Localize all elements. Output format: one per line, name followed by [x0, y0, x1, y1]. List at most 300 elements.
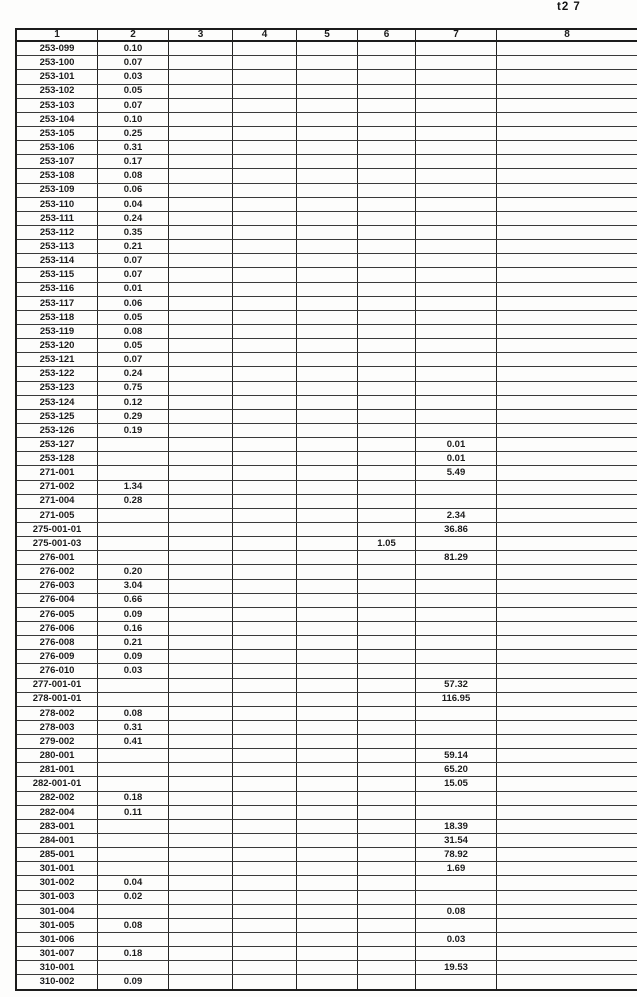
value-cell — [497, 395, 637, 409]
table-row — [16, 692, 637, 706]
row-id-cell: 281-001 — [16, 763, 98, 777]
value-cell — [358, 367, 416, 381]
value-cell — [169, 70, 233, 84]
value-cell: 0.09 — [98, 650, 169, 664]
table-row — [16, 933, 637, 947]
table-row — [16, 112, 637, 126]
table-row — [16, 423, 637, 437]
value-cell — [497, 706, 637, 720]
value-cell: 0.35 — [98, 226, 169, 240]
value-cell: 0.16 — [98, 621, 169, 635]
column-header: 4 — [233, 29, 297, 41]
row-id-cell: 253-105 — [16, 127, 98, 141]
value-cell — [233, 438, 297, 452]
value-cell — [297, 409, 358, 423]
value-cell — [98, 961, 169, 975]
value-cell — [297, 452, 358, 466]
value-cell — [497, 763, 637, 777]
value-cell — [358, 749, 416, 763]
value-cell: 0.17 — [98, 155, 169, 169]
value-cell — [233, 169, 297, 183]
table-row — [16, 735, 637, 749]
value-cell — [416, 621, 497, 635]
value-cell — [297, 395, 358, 409]
table-row — [16, 339, 637, 353]
table-row — [16, 522, 637, 536]
value-cell: 0.18 — [98, 947, 169, 961]
value-cell — [497, 41, 637, 56]
value-cell — [497, 975, 637, 990]
table-header — [16, 29, 637, 41]
value-cell — [169, 621, 233, 635]
table-row — [16, 961, 637, 975]
value-cell: 0.08 — [98, 918, 169, 932]
value-cell: 0.05 — [98, 339, 169, 353]
value-cell — [169, 41, 233, 56]
value-cell — [233, 678, 297, 692]
value-cell — [297, 975, 358, 990]
row-id-cell: 253-119 — [16, 324, 98, 338]
row-id-cell: 253-102 — [16, 84, 98, 98]
row-id-cell: 276-008 — [16, 636, 98, 650]
value-cell — [297, 480, 358, 494]
value-cell — [169, 579, 233, 593]
value-cell — [169, 226, 233, 240]
value-cell — [169, 508, 233, 522]
value-cell: 0.10 — [98, 41, 169, 56]
value-cell — [297, 791, 358, 805]
value-cell — [416, 876, 497, 890]
value-cell — [169, 918, 233, 932]
value-cell: 0.11 — [98, 805, 169, 819]
value-cell — [233, 607, 297, 621]
value-cell — [497, 353, 637, 367]
value-cell — [416, 310, 497, 324]
table-row — [16, 353, 637, 367]
row-id-cell: 253-099 — [16, 41, 98, 56]
table-row — [16, 904, 637, 918]
value-cell — [297, 127, 358, 141]
table-row — [16, 876, 637, 890]
value-cell — [358, 579, 416, 593]
value-cell: 0.04 — [98, 197, 169, 211]
value-cell — [297, 339, 358, 353]
value-cell — [297, 933, 358, 947]
value-cell — [358, 565, 416, 579]
table-row — [16, 268, 637, 282]
value-cell — [358, 254, 416, 268]
value-cell — [297, 947, 358, 961]
value-cell — [233, 155, 297, 169]
row-id-cell: 253-107 — [16, 155, 98, 169]
value-cell — [358, 41, 416, 56]
value-cell — [233, 834, 297, 848]
value-cell — [497, 438, 637, 452]
value-cell: 0.06 — [98, 296, 169, 310]
row-id-cell: 271-004 — [16, 494, 98, 508]
data-table — [15, 28, 637, 991]
value-cell — [497, 169, 637, 183]
value-cell: 0.29 — [98, 409, 169, 423]
table-row — [16, 819, 637, 833]
table-row — [16, 593, 637, 607]
table-row — [16, 848, 637, 862]
value-cell — [169, 890, 233, 904]
value-cell: 0.28 — [98, 494, 169, 508]
table-row — [16, 636, 637, 650]
table-row — [16, 240, 637, 254]
value-cell — [169, 692, 233, 706]
value-cell — [416, 395, 497, 409]
table-row — [16, 678, 637, 692]
row-id-cell: 276-002 — [16, 565, 98, 579]
value-cell — [297, 918, 358, 932]
value-cell: 0.08 — [98, 324, 169, 338]
value-cell — [169, 438, 233, 452]
value-cell — [497, 890, 637, 904]
row-id-cell: 278-003 — [16, 720, 98, 734]
value-cell — [169, 56, 233, 70]
value-cell — [358, 975, 416, 990]
value-cell — [169, 735, 233, 749]
value-cell — [497, 876, 637, 890]
value-cell — [233, 56, 297, 70]
table-row — [16, 381, 637, 395]
value-cell — [169, 636, 233, 650]
value-cell — [297, 862, 358, 876]
value-cell — [297, 183, 358, 197]
column-header: 7 — [416, 29, 497, 41]
value-cell — [297, 41, 358, 56]
value-cell — [169, 522, 233, 536]
value-cell — [497, 735, 637, 749]
value-cell — [416, 381, 497, 395]
value-cell — [169, 112, 233, 126]
value-cell — [497, 282, 637, 296]
value-cell: 0.06 — [98, 183, 169, 197]
value-cell — [233, 183, 297, 197]
value-cell — [358, 56, 416, 70]
value-cell — [297, 537, 358, 551]
value-cell: 0.05 — [98, 310, 169, 324]
value-cell — [416, 56, 497, 70]
table-row — [16, 508, 637, 522]
value-cell — [169, 169, 233, 183]
row-id-cell: 284-001 — [16, 834, 98, 848]
value-cell — [497, 339, 637, 353]
column-header: 6 — [358, 29, 416, 41]
table-row — [16, 777, 637, 791]
value-cell: 0.18 — [98, 791, 169, 805]
row-id-cell: 271-001 — [16, 466, 98, 480]
row-id-cell: 253-128 — [16, 452, 98, 466]
value-cell — [416, 183, 497, 197]
column-header: 8 — [497, 29, 637, 41]
row-id-cell: 253-100 — [16, 56, 98, 70]
value-cell — [358, 466, 416, 480]
value-cell — [233, 621, 297, 635]
value-cell — [497, 522, 637, 536]
value-cell — [233, 197, 297, 211]
value-cell: 0.21 — [98, 636, 169, 650]
value-cell: 1.34 — [98, 480, 169, 494]
value-cell — [497, 918, 637, 932]
table-row — [16, 862, 637, 876]
value-cell — [497, 240, 637, 254]
value-cell: 0.09 — [98, 607, 169, 621]
row-id-cell: 275-001-03 — [16, 537, 98, 551]
value-cell — [297, 636, 358, 650]
value-cell — [497, 508, 637, 522]
value-cell — [169, 310, 233, 324]
value-cell — [297, 169, 358, 183]
value-cell — [169, 819, 233, 833]
value-cell — [358, 84, 416, 98]
value-cell — [98, 452, 169, 466]
row-id-cell: 278-002 — [16, 706, 98, 720]
value-cell — [358, 551, 416, 565]
value-cell — [416, 607, 497, 621]
value-cell — [358, 862, 416, 876]
row-id-cell: 310-002 — [16, 975, 98, 990]
value-cell: 0.21 — [98, 240, 169, 254]
table-row — [16, 41, 637, 56]
value-cell — [169, 155, 233, 169]
value-cell: 0.24 — [98, 367, 169, 381]
value-cell — [497, 933, 637, 947]
row-id-cell: 275-001-01 — [16, 522, 98, 536]
value-cell: 0.31 — [98, 141, 169, 155]
value-cell — [233, 324, 297, 338]
value-cell — [233, 904, 297, 918]
row-id-cell: 253-114 — [16, 254, 98, 268]
value-cell — [497, 636, 637, 650]
value-cell — [497, 367, 637, 381]
value-cell — [358, 706, 416, 720]
value-cell — [233, 763, 297, 777]
table-row — [16, 720, 637, 734]
value-cell — [169, 211, 233, 225]
value-cell — [497, 961, 637, 975]
value-cell — [297, 749, 358, 763]
value-cell — [358, 423, 416, 437]
value-cell: 0.25 — [98, 127, 169, 141]
value-cell — [297, 706, 358, 720]
value-cell: 0.31 — [98, 720, 169, 734]
value-cell — [297, 593, 358, 607]
value-cell — [497, 848, 637, 862]
value-cell — [358, 947, 416, 961]
value-cell — [297, 551, 358, 565]
value-cell — [297, 381, 358, 395]
value-cell — [98, 862, 169, 876]
value-cell — [169, 678, 233, 692]
table-row — [16, 749, 637, 763]
value-cell — [297, 84, 358, 98]
value-cell — [416, 890, 497, 904]
value-cell — [358, 876, 416, 890]
value-cell — [169, 296, 233, 310]
row-id-cell: 253-101 — [16, 70, 98, 84]
value-cell — [416, 367, 497, 381]
value-cell — [233, 749, 297, 763]
value-cell: 0.19 — [98, 423, 169, 437]
value-cell — [416, 240, 497, 254]
row-id-cell: 253-106 — [16, 141, 98, 155]
value-cell — [169, 367, 233, 381]
value-cell — [233, 522, 297, 536]
row-id-cell: 253-125 — [16, 409, 98, 423]
value-cell — [297, 254, 358, 268]
value-cell — [169, 706, 233, 720]
row-id-cell: 253-127 — [16, 438, 98, 452]
table-row — [16, 791, 637, 805]
value-cell — [497, 551, 637, 565]
row-id-cell: 276-005 — [16, 607, 98, 621]
value-cell — [358, 282, 416, 296]
table-body — [16, 41, 637, 990]
value-cell — [358, 508, 416, 522]
value-cell — [169, 537, 233, 551]
value-cell — [416, 918, 497, 932]
value-cell — [297, 70, 358, 84]
value-cell — [297, 777, 358, 791]
row-id-cell: 282-001-01 — [16, 777, 98, 791]
value-cell — [169, 862, 233, 876]
value-cell — [416, 706, 497, 720]
value-cell — [358, 904, 416, 918]
value-cell — [297, 834, 358, 848]
value-cell — [233, 339, 297, 353]
row-id-cell: 285-001 — [16, 848, 98, 862]
value-cell: 36.86 — [416, 522, 497, 536]
value-cell: 0.02 — [98, 890, 169, 904]
value-cell — [358, 805, 416, 819]
row-id-cell: 271-005 — [16, 508, 98, 522]
value-cell — [416, 169, 497, 183]
value-cell — [233, 353, 297, 367]
row-id-cell: 253-126 — [16, 423, 98, 437]
value-cell: 0.07 — [98, 268, 169, 282]
value-cell — [297, 664, 358, 678]
table-row — [16, 975, 637, 990]
value-cell — [416, 480, 497, 494]
value-cell — [416, 579, 497, 593]
table-row — [16, 226, 637, 240]
value-cell — [416, 197, 497, 211]
value-cell — [358, 480, 416, 494]
value-cell: 31.54 — [416, 834, 497, 848]
value-cell — [416, 494, 497, 508]
value-cell — [416, 296, 497, 310]
value-cell — [233, 268, 297, 282]
value-cell — [169, 339, 233, 353]
value-cell — [416, 353, 497, 367]
value-cell: 15.05 — [416, 777, 497, 791]
value-cell — [297, 197, 358, 211]
value-cell — [358, 890, 416, 904]
value-cell — [497, 579, 637, 593]
value-cell — [169, 664, 233, 678]
table-row — [16, 621, 637, 635]
value-cell — [358, 268, 416, 282]
value-cell — [233, 41, 297, 56]
value-cell — [497, 791, 637, 805]
value-cell — [497, 296, 637, 310]
value-cell — [497, 324, 637, 338]
row-id-cell: 282-002 — [16, 791, 98, 805]
row-id-cell: 301-003 — [16, 890, 98, 904]
value-cell — [169, 141, 233, 155]
value-cell — [358, 211, 416, 225]
value-cell — [169, 904, 233, 918]
value-cell — [497, 254, 637, 268]
value-cell — [169, 551, 233, 565]
value-cell — [233, 551, 297, 565]
value-cell — [233, 226, 297, 240]
value-cell — [358, 183, 416, 197]
value-cell — [497, 862, 637, 876]
value-cell — [297, 155, 358, 169]
value-cell: 81.29 — [416, 551, 497, 565]
row-id-cell: 301-001 — [16, 862, 98, 876]
value-cell — [358, 169, 416, 183]
value-cell — [497, 98, 637, 112]
row-id-cell: 253-113 — [16, 240, 98, 254]
value-cell — [358, 848, 416, 862]
value-cell — [497, 452, 637, 466]
value-cell — [497, 56, 637, 70]
value-cell — [416, 409, 497, 423]
value-cell — [297, 904, 358, 918]
row-id-cell: 253-112 — [16, 226, 98, 240]
row-id-cell: 301-002 — [16, 876, 98, 890]
value-cell — [297, 282, 358, 296]
value-cell — [98, 537, 169, 551]
value-cell — [169, 98, 233, 112]
table-row — [16, 254, 637, 268]
value-cell — [233, 650, 297, 664]
table-row — [16, 324, 637, 338]
value-cell — [358, 607, 416, 621]
value-cell — [358, 933, 416, 947]
value-cell — [233, 565, 297, 579]
value-cell — [233, 508, 297, 522]
value-cell — [169, 607, 233, 621]
value-cell — [98, 848, 169, 862]
value-cell — [233, 240, 297, 254]
column-header: 5 — [297, 29, 358, 41]
table-row — [16, 211, 637, 225]
row-id-cell: 253-116 — [16, 282, 98, 296]
table-row — [16, 650, 637, 664]
value-cell — [297, 607, 358, 621]
value-cell — [233, 975, 297, 990]
row-id-cell: 301-006 — [16, 933, 98, 947]
table-row — [16, 890, 637, 904]
row-id-cell: 253-123 — [16, 381, 98, 395]
value-cell: 0.07 — [98, 98, 169, 112]
value-cell — [233, 98, 297, 112]
value-cell — [416, 593, 497, 607]
value-cell — [416, 268, 497, 282]
value-cell — [497, 183, 637, 197]
value-cell — [169, 876, 233, 890]
value-cell — [358, 197, 416, 211]
value-cell — [169, 84, 233, 98]
value-cell — [297, 819, 358, 833]
value-cell — [297, 423, 358, 437]
